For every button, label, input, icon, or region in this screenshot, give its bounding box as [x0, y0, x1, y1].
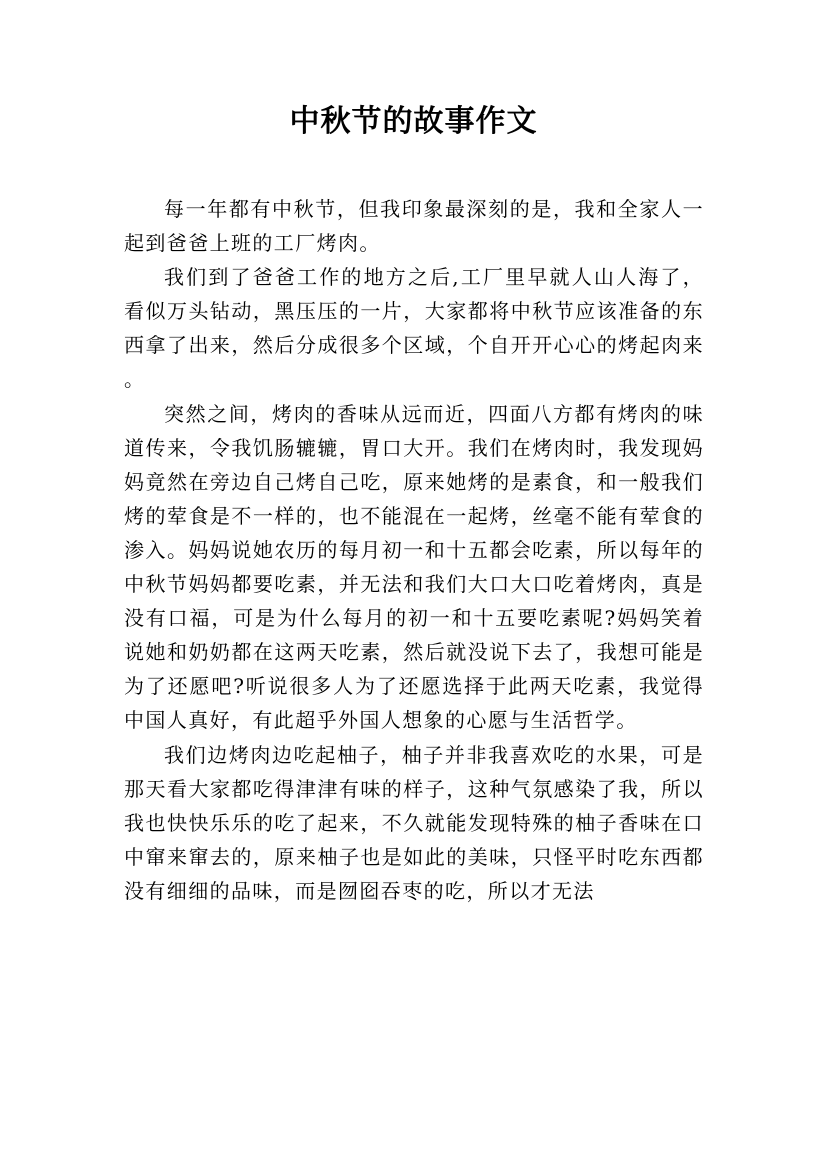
paragraph-4: 我们边烤肉边吃起柚子，柚子并非我喜欢吃的水果，可是那天看大家都吃得津津有味的样子，这种气氛感染了我，所以我也快快乐乐的吃了起来，不久就能发现特殊的柚子香味在口中窜来窜去的，原来柚子也是如此的美味，只怪平时吃东西都没有细细的品味，而是囫囵吞枣的吃，所以才无法	[124, 742, 704, 903]
document-body	[124, 192, 704, 908]
paragraph-1: 每一年都有中秋节，但我印象最深刻的是，我和全家人一起到爸爸上班的工厂烤肉。	[124, 197, 704, 256]
paragraph-2: 我们到了爸爸工作的地方之后,工厂里早就人山人海了，看似万头钻动，黑压压的一片，大家都将中秋节应该准备的东西拿了出来，然后分成很多个区域，个自开开心心的烤起肉来。	[124, 265, 704, 392]
document-title: 中秋节的故事作文	[289, 104, 538, 139]
paragraph-3: 突然之间，烤肉的香味从远而近，四面八方都有烤肉的味道传来，令我饥肠辘辘，胃口大开。我们在烤肉时，我发现妈妈竟然在旁边自己烤自己吃，原来她烤的是素食，和一般我们烤的荤食是不一样的，也不能混在一起烤，丝毫不能有荤食的渗入。妈妈说她农历的每月初一和十五都会吃素，所以每年的中秋节妈妈都要吃素，并无法和我们大口大口吃着烤肉，真是没有口福，可是为什么每月的初一和十五要吃素呢?妈妈笑着说她和奶奶都在这两天吃素，然后就没说下去了，我想可能是为了还愿吧?听说很多人为了还愿选择于此两天吃素，我觉得中国人真好，有此超乎外国人想象的心愿与生活哲学。	[124, 401, 704, 733]
